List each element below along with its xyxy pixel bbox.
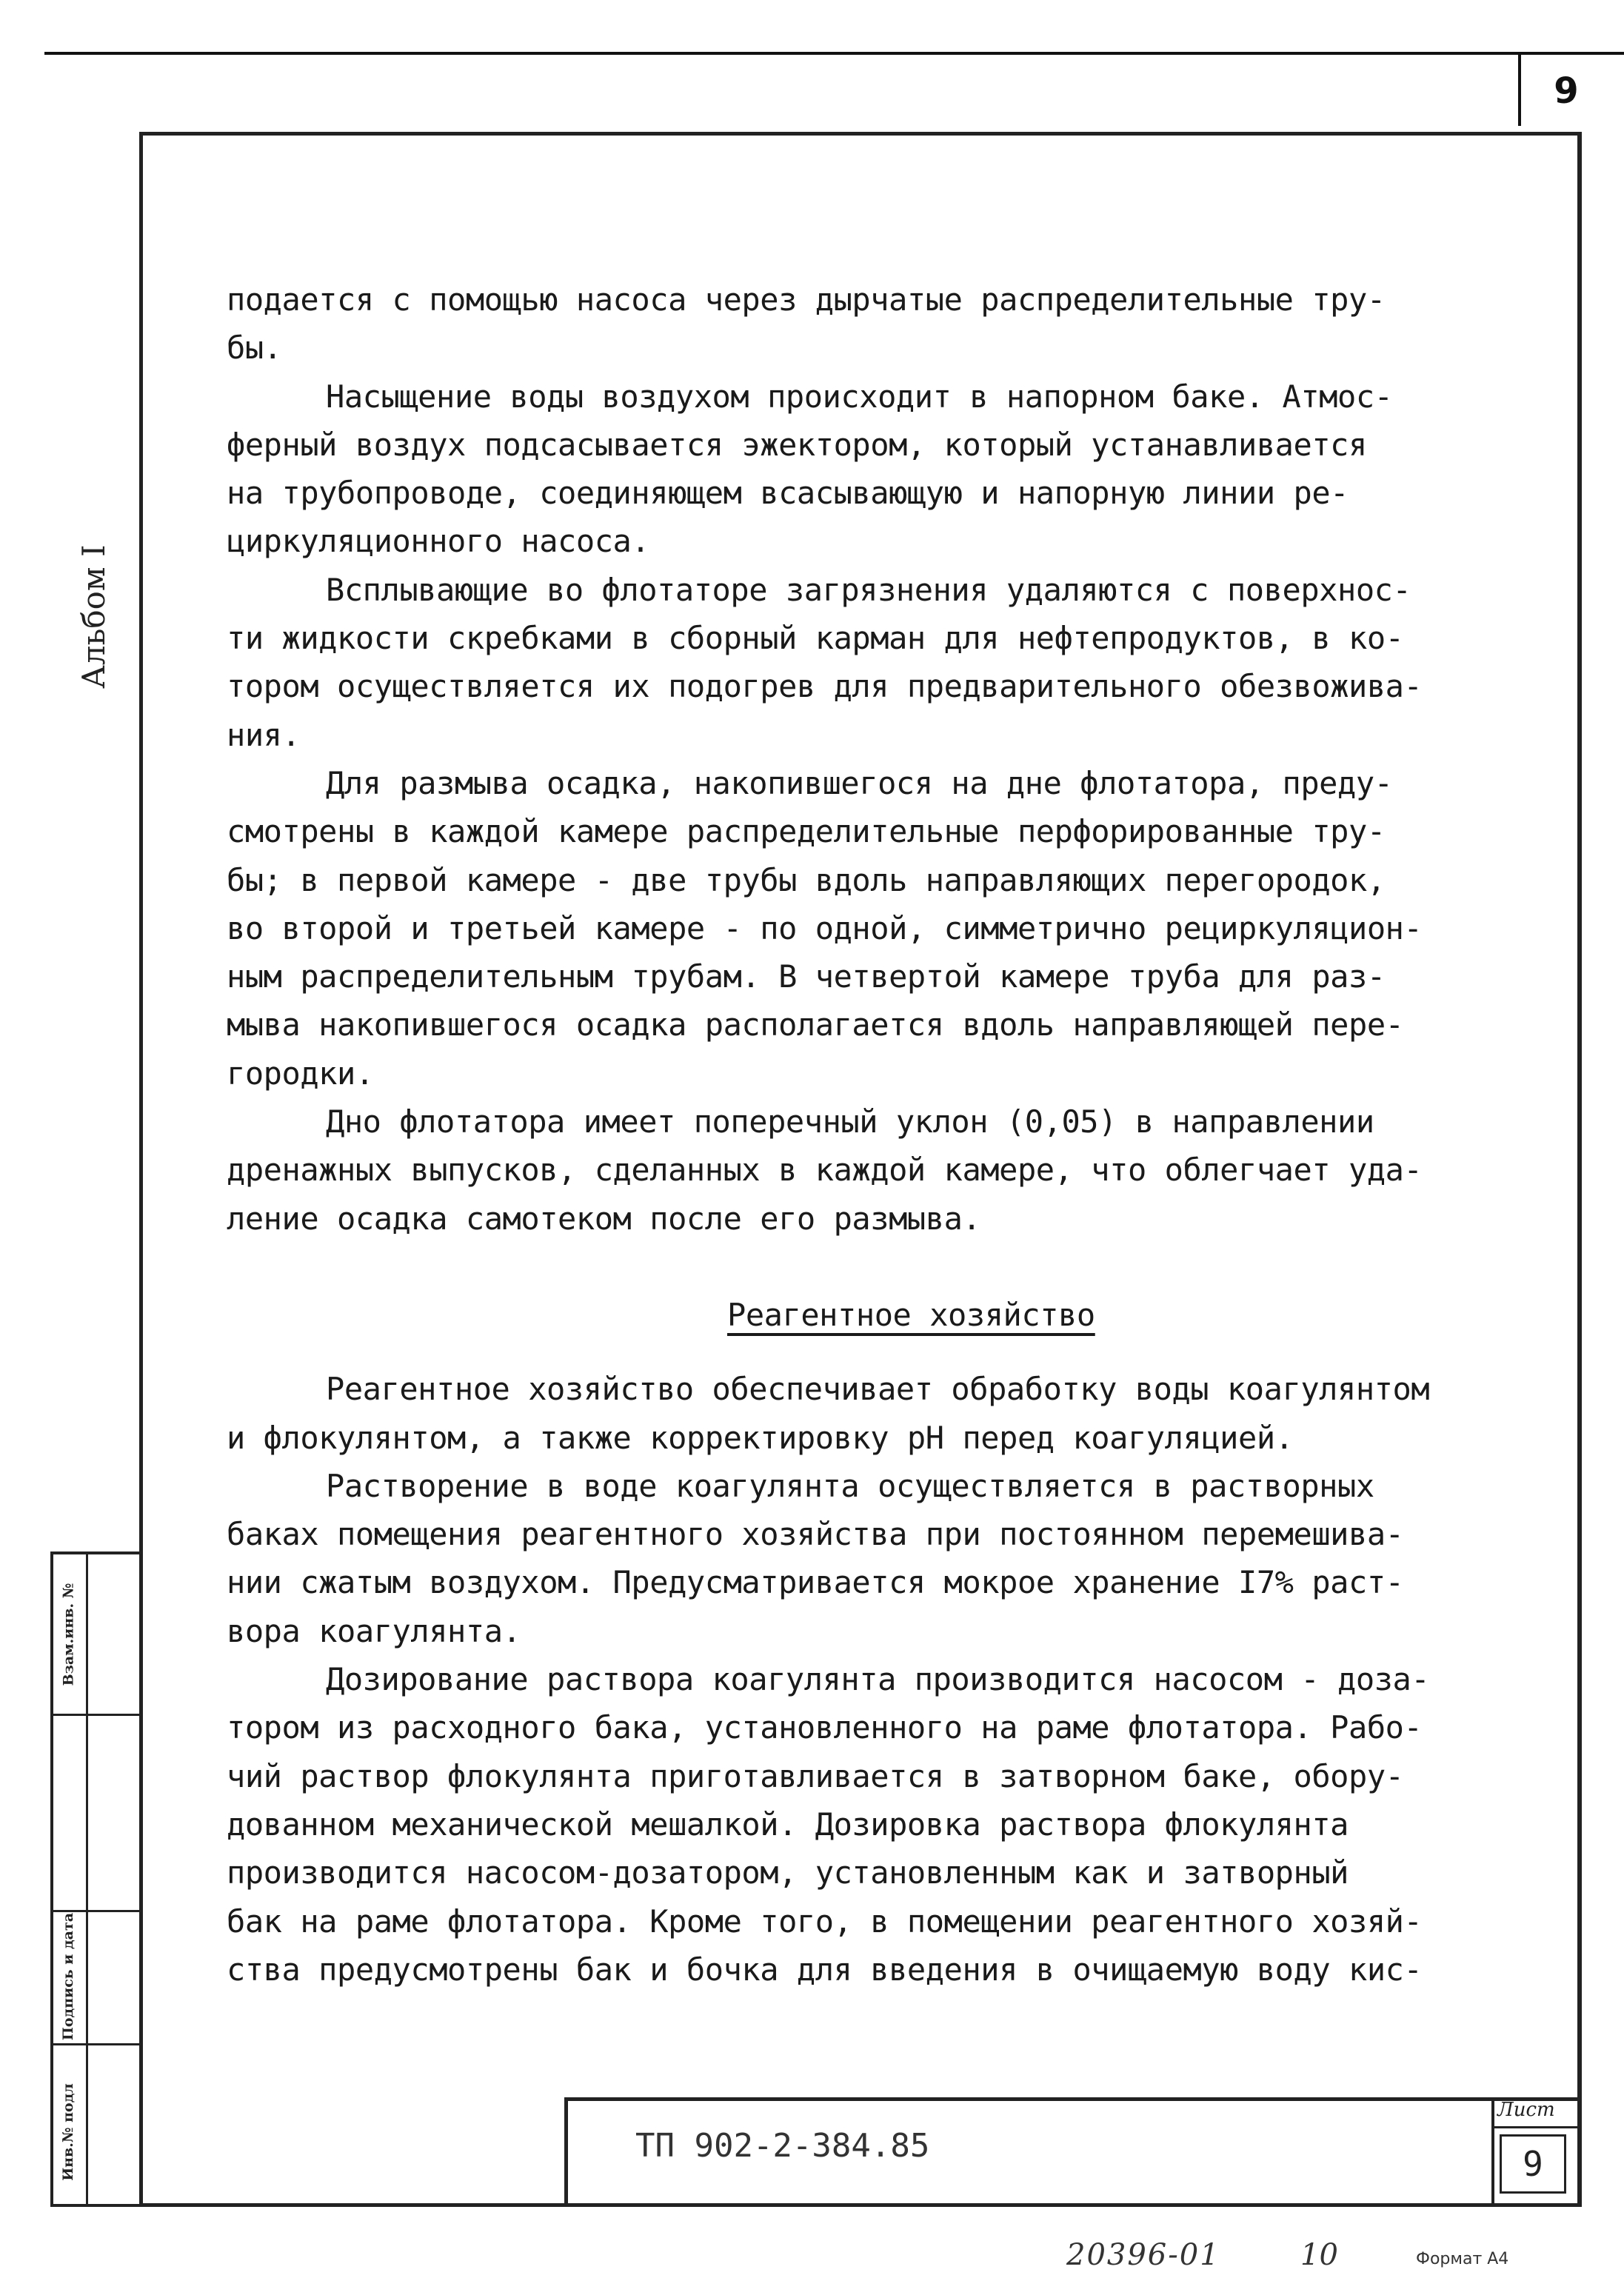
top-rule [44, 52, 1624, 55]
text-line: циркуляционного насоса. [227, 523, 650, 560]
stamp-cell-replacement: Взам.инв. № [60, 1583, 77, 1686]
text-line: подается с помощью насоса через дырчатые распределительные тру- [227, 281, 1386, 318]
text-line: дренажных выпусков, сделанных в каждой камере, что облегчает уда- [227, 1152, 1423, 1189]
text-line: бы. [227, 330, 282, 367]
handwritten-number: 10 [1300, 2238, 1338, 2272]
page-number: 9 [1554, 70, 1579, 112]
text-line: Реагентное хозяйство обеспечивает обработку воды коагулянтом [326, 1371, 1430, 1408]
text-line: во второй и третьей камере - по одной, симметрично рециркуляцион- [227, 909, 1423, 946]
text-line: смотрены в каждой камере распределительные перфорированные тру- [227, 813, 1386, 850]
sheet-label: Лист [1497, 2099, 1555, 2121]
album-label: Альбом I [76, 544, 112, 689]
text-line: баках помещения реагентного хозяйства при постоянном перемешива- [227, 1516, 1404, 1553]
text-line: ным распределительным трубам. В четвертой камере труба для раз- [227, 958, 1386, 995]
text-line: городки. [227, 1055, 374, 1092]
text-line: тором осуществляется их подогрев для предварительного обезвожива- [227, 668, 1423, 705]
text-line: вора коагулянта. [227, 1612, 521, 1649]
text-line: Всплывающие во флотаторе загрязнения удаляются с поверхнос- [326, 571, 1411, 608]
text-line: ния. [227, 716, 301, 753]
text-line: ства предусмотрены бак и бочка для введения в очищаемую воду кис- [227, 1951, 1423, 1988]
handwritten-code: 20396-01 [1066, 2238, 1220, 2272]
text-line: производится насосом-дозатором, установленным как и затворный [227, 1854, 1349, 1891]
section-gap [227, 1243, 1545, 1291]
stamp-row-divider [53, 2043, 139, 2045]
text-line: нии сжатым воздухом. Предусматривается мокрое хранение I7% раст- [227, 1564, 1404, 1601]
page-number-divider [1518, 52, 1521, 126]
text-line: Для размыва осадка, накопившегося на дне флотатора, преду- [326, 764, 1393, 801]
text-line: ферный воздух подсасывается эжектором, который устанавливается [227, 426, 1367, 463]
stamp-row-divider [53, 1714, 139, 1716]
text-line: Дозирование раствора коагулянта производится насосом - доза- [326, 1661, 1430, 1698]
text-line: мыва накопившегося осадка располагается вдоль направляющей пере- [227, 1006, 1404, 1043]
stamp-cell-inventory: Инв.№ подл [60, 2083, 76, 2181]
section-gap [227, 1339, 1545, 1365]
sheet-number: 9 [1500, 2134, 1566, 2194]
text-line: бак на раме флотатора. Кроме того, в помещении реагентного хозяй- [227, 1903, 1423, 1940]
text-line: чий раствор флокулянта приготавливается в затворном баке, обору- [227, 1757, 1404, 1794]
stamp-cell-signature: Подпись и дата [60, 1912, 76, 2041]
section-heading: Реагентное хозяйство [727, 1296, 1095, 1333]
document-code: ТП 902-2-384.85 [635, 2127, 930, 2165]
text-line: Дно флотатора имеет поперечный уклон (0,05) в направлении [326, 1103, 1374, 1140]
text-line: Насыщение воды воздухом происходит в напорном баке. Атмос- [326, 378, 1393, 415]
format-label: Формат А4 [1416, 2250, 1509, 2268]
text-line: на трубопроводе, соединяющем всасывающую и напорную линии ре- [227, 475, 1349, 512]
stamp-column-divider [86, 1554, 88, 2204]
body-text [227, 275, 1545, 1994]
side-stamp [50, 1551, 142, 2207]
text-line: дованном механической мешалкой. Дозировка раствора флокулянта [227, 1806, 1349, 1843]
text-line: бы; в первой камере - две трубы вдоль направляющих перегородок, [227, 861, 1386, 898]
text-line: ти жидкости скребками в сборный карман для нефтепродуктов, в ко- [227, 620, 1404, 657]
text-line: тором из расходного бака, установленного на раме флотатора. Рабо- [227, 1709, 1423, 1746]
text-line: и флокулянтом, а также корректировку pH перед коагуляцией. [227, 1419, 1294, 1456]
text-line: Растворение в воде коагулянта осуществляется в растворных [326, 1467, 1374, 1504]
text-line: ление осадка самотеком после его размыва. [227, 1200, 981, 1237]
